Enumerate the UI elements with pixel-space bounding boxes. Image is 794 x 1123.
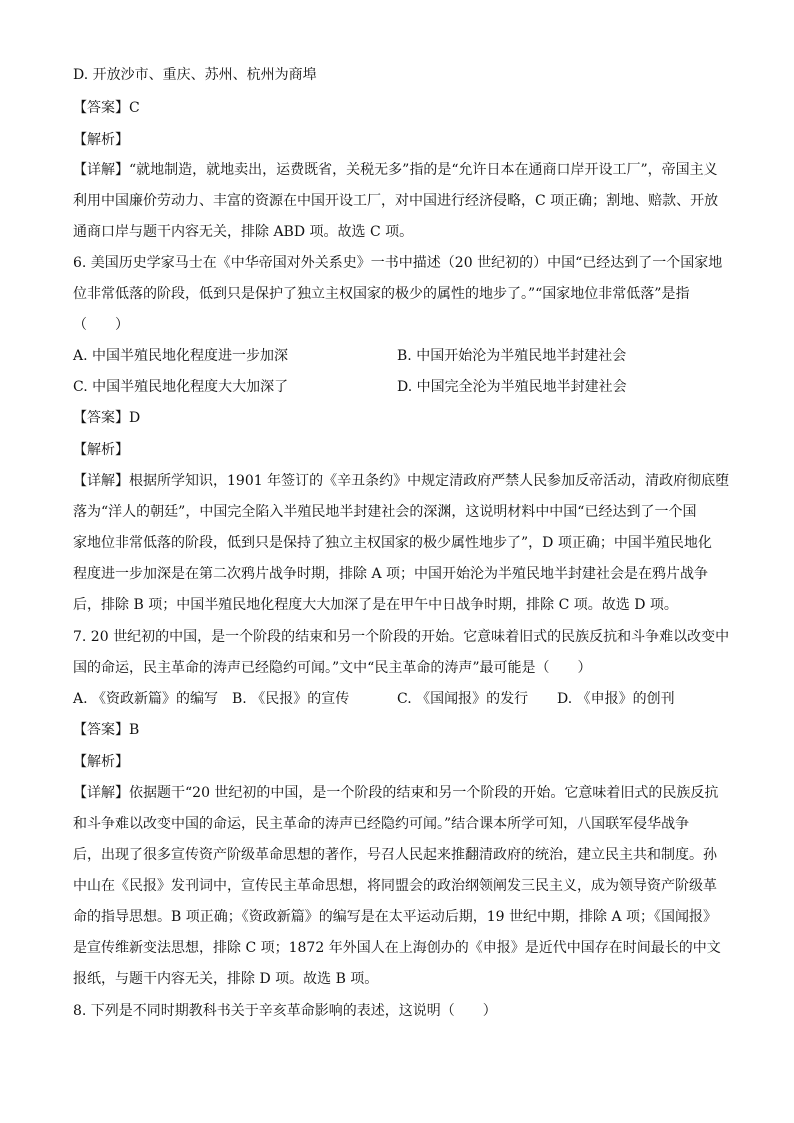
q7-stem-line: 国的命运，民主革命的涛声已经隐约可闻。”文中“民主革命的涛声”最可能是（ ） bbox=[73, 660, 592, 676]
q6-stem-line: 位非常低落的阶段，低到只是保护了独立主权国家的极少的属性的地步了。”“国家地位非常低落”是指 bbox=[73, 286, 690, 302]
q6-option-d: D. 中国完全沦为半殖民地半封建社会 bbox=[397, 379, 627, 395]
q7-analysis-heading: 【解析】 bbox=[73, 754, 129, 770]
q5-analysis-heading: 【解析】 bbox=[73, 132, 129, 148]
q6-detail-line: 【详解】根据所学知识，1901 年签订的《辛丑条约》中规定清政府严禁人民参加反帝活动，清政府彻底堕 bbox=[73, 473, 730, 489]
q7-option-a: A. 《资政新篇》的编写 bbox=[73, 691, 219, 707]
q6-stem-line: （ ） bbox=[73, 317, 129, 333]
q6-detail-line: 后，排除 B 项；中国半殖民地化程度大大加深了是在甲午中日战争时期，排除 C 项。故选 D 项。 bbox=[73, 597, 678, 613]
q7-detail-line: 后，出现了很多宣传资产阶级革命思想的著作，号召人民起来推翻清政府的统治，建立民主共和制度。孙 bbox=[73, 847, 717, 863]
q5-detail-line: 【详解】“就地制造，就地卖出，运费既省，关税无多”指的是“允许日本在通商口岸开设工厂”，帝国主义 bbox=[73, 162, 718, 178]
q6-detail-line: 程度进一步加深是在第二次鸦片战争时期，排除 A 项；中国开始沦为半殖民地半封建社会是在鸦片战争 bbox=[73, 566, 709, 582]
q7-option-d: D. 《申报》的创刊 bbox=[557, 691, 675, 707]
q7-detail-line: 中山在《民报》发刊词中，宣传民主革命思想，将同盟会的政治纲领阐发三民主义，成为领导资产阶级革 bbox=[73, 878, 717, 894]
q7-detail-line: 【详解】依据题干“20 世纪初的中国，是一个阶段的结束和另一个阶段的开始。它意味着旧式的民族反抗 bbox=[73, 785, 719, 801]
q6-option-b: B. 中国开始沦为半殖民地半封建社会 bbox=[397, 348, 627, 364]
q7-option-c: C. 《国闻报》的发行 bbox=[397, 691, 529, 707]
q7-detail-line: 报纸，与题干内容无关，排除 D 项。故选 B 项。 bbox=[73, 971, 379, 987]
q5-option-d: D. 开放沙市、重庆、苏州、杭州为商埠 bbox=[73, 67, 317, 83]
q6-option-c: C. 中国半殖民地化程度大大加深了 bbox=[73, 379, 289, 395]
q6-detail-line: 落为“洋人的朝廷”，中国完全陷入半殖民地半封建社会的深渊，这说明材料中中国“已经达到了一个国 bbox=[73, 504, 697, 520]
q5-answer: 【答案】C bbox=[73, 100, 140, 116]
q7-stem-line: 7. 20 世纪初的中国，是一个阶段的结束和另一个阶段的开始。它意味着旧式的民族反抗和斗争难以改变中 bbox=[73, 629, 730, 645]
q8-stem-line: 8. 下列是不同时期教科书关于辛亥革命影响的表述，这说明（ ） bbox=[73, 1003, 497, 1019]
q6-stem-line: 6. 美国历史学家马士在《中华帝国对外关系史》一书中描述（20 世纪初的）中国“已经达到了一个国家地 bbox=[73, 255, 723, 271]
q6-option-a: A. 中国半殖民地化程度进一步加深 bbox=[73, 348, 289, 364]
q5-detail-line: 利用中国廉价劳动力、丰富的资源在中国开设工厂，对中国进行经济侵略，C 项正确；割地、赔款、开放 bbox=[73, 193, 719, 209]
q7-answer: 【答案】B bbox=[73, 722, 140, 738]
q7-detail-line: 是宣传维新变法思想，排除 C 项；1872 年外国人在上海创办的《申报》是近代中国存在时间最长的中文 bbox=[73, 940, 721, 956]
q7-option-b: B. 《民报》的宣传 bbox=[232, 691, 350, 707]
q7-detail-line: 命的指导思想。B 项正确；《资政新篇》的编写是在太平运动后期，19 世纪中期，排除 A 项；《国闻报》 bbox=[73, 909, 718, 925]
q6-detail-line: 家地位非常低落的阶段，低到只是保持了独立主权国家的极少属性地步了”，D 项正确；中国半殖民地化 bbox=[73, 535, 712, 551]
q6-analysis-heading: 【解析】 bbox=[73, 442, 129, 458]
q5-detail-line: 通商口岸与题干内容无关，排除 ABD 项。故选 C 项。 bbox=[73, 224, 414, 240]
q7-detail-line: 和斗争难以改变中国的命运，民主革命的涛声已经隐约可闻。”结合课本所学可知，八国联军侵华战争 bbox=[73, 816, 690, 832]
q6-answer: 【答案】D bbox=[73, 410, 141, 426]
